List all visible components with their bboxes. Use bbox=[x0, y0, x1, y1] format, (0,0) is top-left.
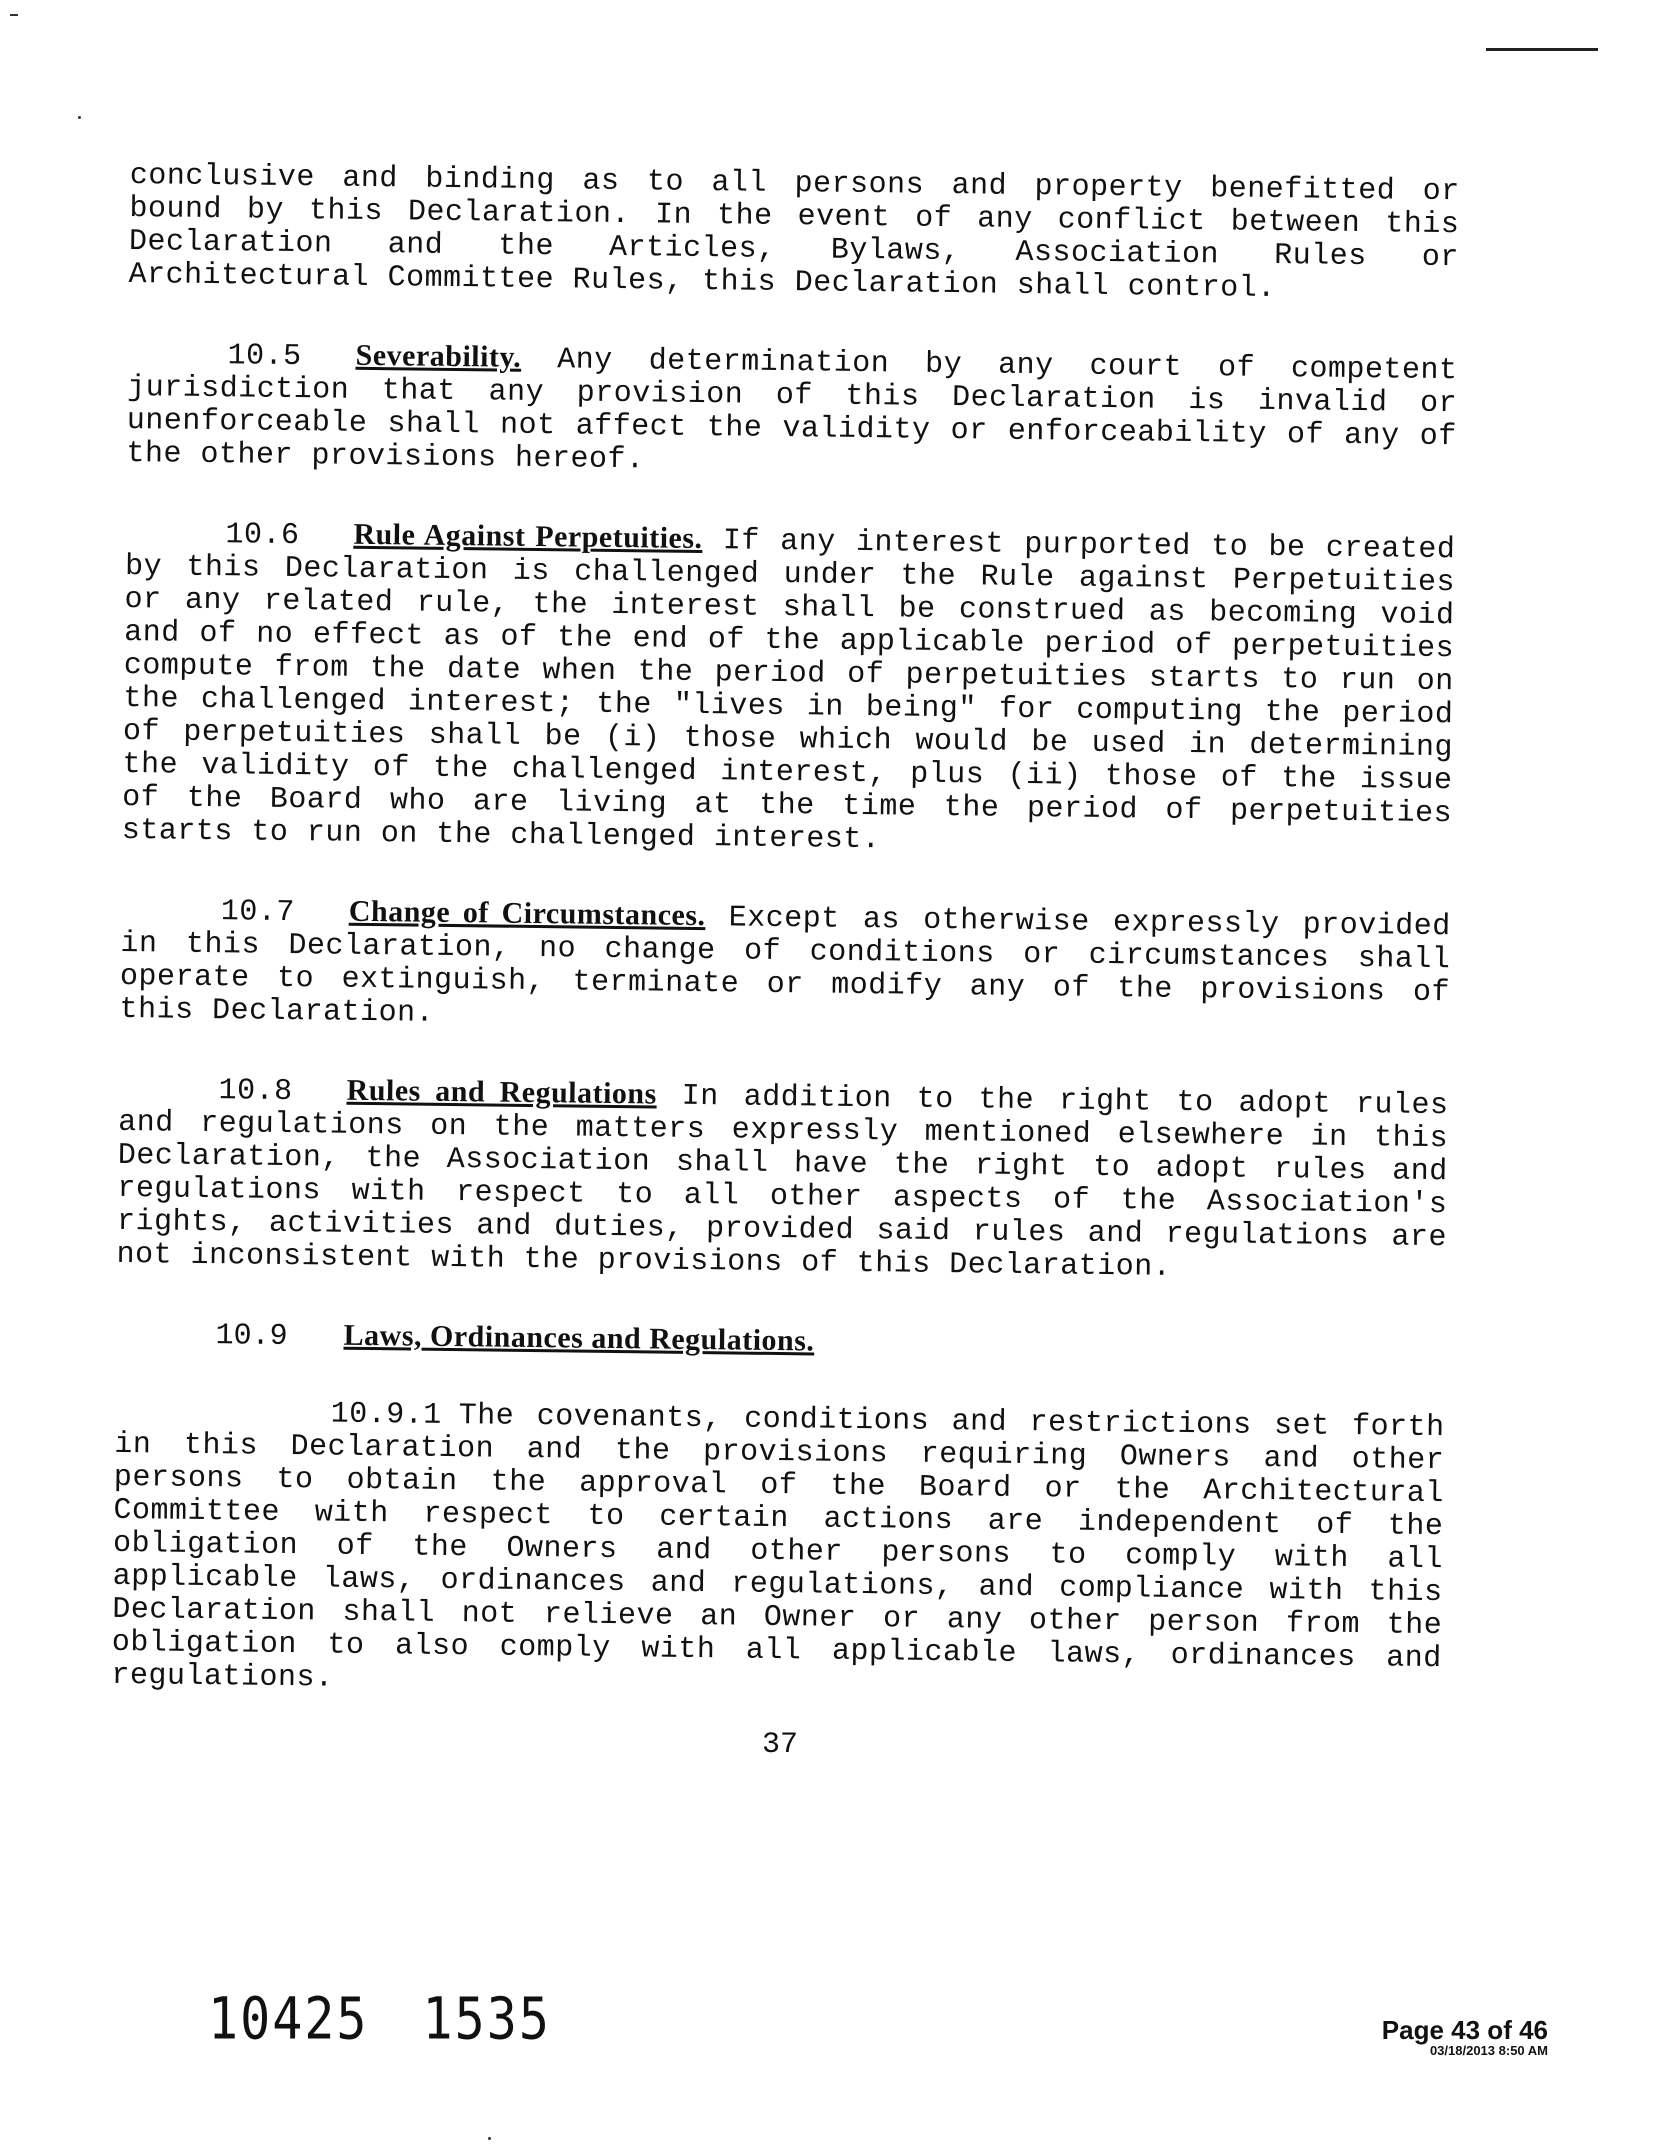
section-10-7 bbox=[119, 892, 1451, 1043]
section-10-8 bbox=[116, 1071, 1448, 1288]
paragraph-continuation: conclusive and binding as to all persons and property benefitted or bound by this Declaration. In the event of any conflict between this Declaration and the Articles, Bylaws, Association Rules or Architectural Committee Rules, this Declaration shall control. bbox=[128, 159, 1460, 307]
book-page-number: 1535 bbox=[422, 1985, 551, 2053]
scan-speck bbox=[488, 2137, 491, 2140]
document-body bbox=[111, 160, 1460, 1753]
page-of-label: Page 43 of 46 bbox=[1381, 2015, 1548, 2045]
section-heading: Rule Against Perpetuities. bbox=[353, 517, 703, 556]
section-10-9-1 bbox=[111, 1396, 1445, 1709]
section-text: Except as otherwise expressly provided in this Declaration, no change of conditions or circumstances shall operate to extinguish, terminate or modify any of the provisions of this Declaration. bbox=[119, 901, 1451, 1031]
section-heading: Severability. bbox=[355, 338, 522, 374]
section-10-5 bbox=[126, 336, 1458, 487]
book-page-stamp bbox=[208, 1986, 551, 2053]
scan-speck bbox=[10, 14, 18, 16]
page-number: 37 bbox=[761, 1728, 798, 1762]
recording-timestamp: 03/18/2013 8:50 AM bbox=[1429, 2043, 1548, 2058]
section-number: 10.6 bbox=[225, 518, 300, 554]
section-heading: Laws, Ordinances and Regulations. bbox=[343, 1318, 815, 1358]
section-text: The covenants, conditions and restrictions set forth in this Declaration and the provisions requiring Owners and other persons to obtain the approval of the Board or the Architectural Committee with respect to certain actions are independent of the obligation of the Owners and other persons to comply with all applicable laws, ordinances and regulations, and compliance with this Declaration shall not relieve an Owner or any other person from the obligation to also comply with all applicable laws, ordinances and regulations. bbox=[111, 1399, 1445, 1696]
section-text: Any determination by any court of competent jurisdiction that any provision of this Declaration is invalid or unenforceable shall not affect the validity or enforceability of any of the other provisions hereof. bbox=[126, 343, 1458, 478]
section-number: 10.9.1 bbox=[330, 1397, 442, 1433]
section-text: If any interest purported to be created by this Declaration is challenged under the Rule against Perpetuities or any related rule, the interest shall be construed as becoming void and of no effect as of the end of the applicable period of perpetuities compute from the date when the period of perpetuities starts to run on the challenged interest; the "lives in being" for computing the period of perpetuities shall be (i) those which would be used in determining the validity of the challenged interest, plus (ii) those of the issue of the Board who are living at the time the period of perpetuities starts to run on the challenged interest. bbox=[121, 524, 1456, 858]
section-number: 10.8 bbox=[218, 1074, 293, 1110]
section-10-6 bbox=[122, 515, 1456, 864]
section-text: In addition to the right to adopt rules and regulations on the matters expressly mentioned elsewhere in this Declaration, the Association shall have the right to adopt rules and regulations with respect to all other aspects of the Association's rights, activities and duties, provided said rules and regulations are not inconsistent with the provisions of this Declaration. bbox=[116, 1079, 1449, 1285]
scan-speck bbox=[78, 116, 81, 119]
scan-mark bbox=[1486, 48, 1598, 51]
section-number: 10.5 bbox=[227, 339, 302, 375]
section-number: 10.9 bbox=[215, 1319, 288, 1355]
section-heading: Change of Circumstances. bbox=[348, 894, 706, 933]
page-of-stamp bbox=[1382, 2016, 1548, 2058]
section-number: 10.7 bbox=[220, 895, 296, 931]
book-number: 10425 bbox=[208, 1985, 369, 2053]
section-10-9 bbox=[115, 1316, 1445, 1368]
section-heading: Rules and Regulations bbox=[346, 1073, 657, 1111]
